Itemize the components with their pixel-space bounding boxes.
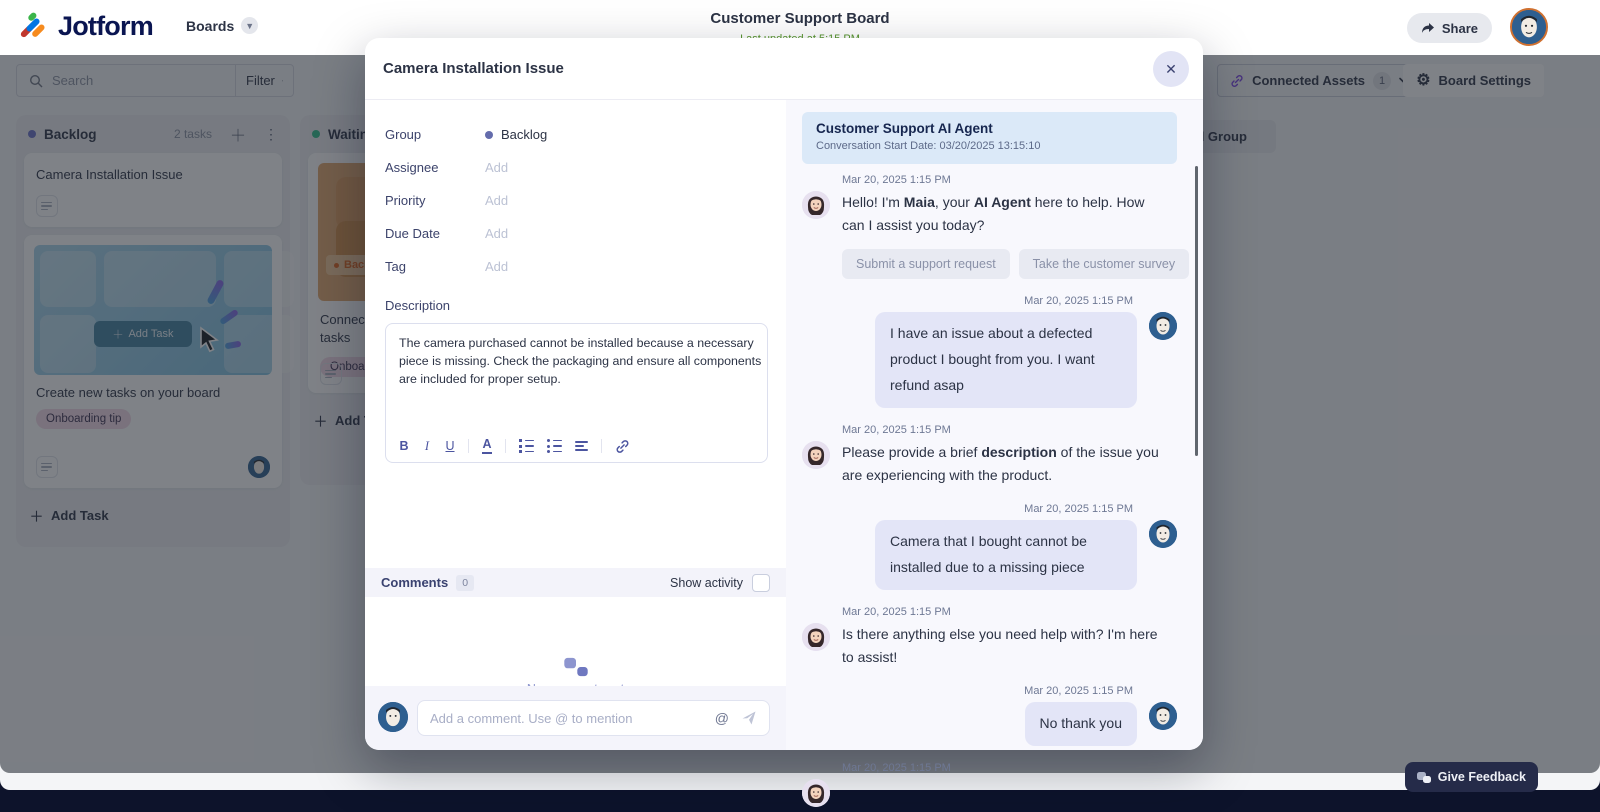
message-text: Camera that I bought cannot be installed due to a missing piece xyxy=(875,520,1137,590)
comment-input[interactable] xyxy=(417,700,770,736)
field-label: Tag xyxy=(385,259,406,274)
message-timestamp: Mar 20, 2025 1:15 PM xyxy=(842,423,951,436)
message-timestamp: Mar 20, 2025 1:15 PM xyxy=(1024,295,1133,308)
field-label: Priority xyxy=(385,193,426,208)
chat-scrollbar[interactable] xyxy=(1195,166,1198,456)
field-row-due-date xyxy=(385,217,766,250)
message-text: Is there anything else you need help with? I'm here to assist! xyxy=(842,625,1158,665)
field-add-button[interactable]: Add xyxy=(485,259,509,274)
message-timestamp: Mar 20, 2025 1:15 PM xyxy=(842,174,951,186)
agent-avatar xyxy=(802,779,830,807)
user-avatar xyxy=(1149,312,1177,340)
ordered-list-icon[interactable] xyxy=(519,439,534,453)
chat-message-agent xyxy=(802,424,1177,487)
field-add-button[interactable]: Add xyxy=(485,226,509,241)
user-avatar xyxy=(1149,520,1177,548)
agent-avatar xyxy=(802,441,830,469)
comments-icon xyxy=(564,658,587,676)
chat-message-agent xyxy=(802,606,1177,669)
description-text: The camera purchased cannot be installed because a necessary piece is missing. Check the packaging and ensure all components are included for proper setup. xyxy=(399,336,762,386)
field-row-tag xyxy=(385,250,766,283)
user-avatar-image xyxy=(1512,10,1546,44)
formatting-toolbar xyxy=(399,438,630,454)
close-button[interactable]: ✕ xyxy=(1153,51,1189,87)
align-icon[interactable] xyxy=(575,441,588,451)
description-editor[interactable] xyxy=(385,323,768,463)
comments-count-badge: 0 xyxy=(456,575,474,591)
chat-message-agent xyxy=(802,174,1177,279)
page-title: Customer Support Board xyxy=(710,10,890,27)
modal-titlebar xyxy=(365,38,1203,100)
share-label: Share xyxy=(1441,20,1478,36)
field-row-assignee xyxy=(385,151,766,184)
user-avatar xyxy=(1149,702,1177,730)
feedback-chat-icon xyxy=(1417,772,1431,783)
logo-wordmark: Jotform xyxy=(58,11,153,41)
chat-message-agent xyxy=(802,762,1177,807)
bold-icon[interactable]: B xyxy=(399,439,409,454)
text-color-icon[interactable]: A xyxy=(482,438,492,454)
quick-reply-chip[interactable]: Submit a support request xyxy=(842,249,1010,279)
message-text: I have an issue about a defected product I bought from you. I want refund asap xyxy=(875,312,1137,408)
description-field-label: Description xyxy=(385,298,451,313)
chat-start-date: Conversation Start Date: 03/20/2025 13:15:10 xyxy=(816,140,1041,152)
chat-message-user xyxy=(802,295,1177,408)
show-activity-checkbox[interactable] xyxy=(752,574,770,592)
modal-title: Camera Installation Issue xyxy=(383,60,564,77)
show-activity-label: Show activity xyxy=(670,575,743,590)
message-timestamp: Mar 20, 2025 1:15 PM xyxy=(1024,685,1133,698)
give-feedback-button[interactable] xyxy=(1405,762,1538,792)
field-label: Group xyxy=(385,127,422,142)
agent-avatar xyxy=(802,623,830,651)
message-timestamp: Mar 20, 2025 1:15 PM xyxy=(842,605,951,618)
group-status-dot xyxy=(485,131,493,139)
message-text: Please provide a brief description of the issue you are experiencing with the product. xyxy=(842,443,1159,483)
chat-agent-title: Customer Support AI Agent xyxy=(816,121,993,136)
comment-input-row xyxy=(365,686,786,750)
comments-bar xyxy=(365,568,786,597)
insert-link-icon[interactable] xyxy=(615,439,630,454)
give-feedback-label: Give Feedback xyxy=(1437,770,1526,784)
task-detail-pane xyxy=(365,100,786,750)
field-label: Due Date xyxy=(385,226,440,241)
share-arrow-icon xyxy=(1421,22,1435,34)
bullet-list-icon[interactable] xyxy=(547,439,562,453)
quick-reply-chip[interactable]: Take the customer survey xyxy=(1019,249,1189,279)
message-timestamp: Mar 20, 2025 1:15 PM xyxy=(842,761,951,774)
comment-placeholder: Add a comment. Use @ to mention xyxy=(430,710,633,726)
task-detail-modal xyxy=(365,38,1203,774)
send-icon[interactable] xyxy=(741,710,757,726)
chevron-down-icon: ▼ xyxy=(241,17,258,34)
field-row-group xyxy=(385,118,766,151)
field-add-button[interactable]: Add xyxy=(485,160,509,175)
field-add-button[interactable]: Add xyxy=(485,193,509,208)
share-button[interactable] xyxy=(1407,13,1492,43)
boards-nav-label: Boards xyxy=(186,17,235,34)
quick-reply-chips xyxy=(842,249,1177,279)
message-text: Hello! I'm Maia, your AI Agent here to help. How can I assist you today? xyxy=(842,194,1145,234)
message-timestamp: Mar 20, 2025 1:15 PM xyxy=(1024,503,1133,516)
chat-message-list xyxy=(802,174,1177,774)
group-value[interactable]: Backlog xyxy=(485,127,547,142)
underline-icon[interactable]: U xyxy=(445,439,455,454)
italic-icon[interactable]: I xyxy=(424,438,430,453)
agent-avatar xyxy=(802,191,830,219)
comments-tab[interactable]: Comments xyxy=(381,575,449,590)
user-avatar[interactable] xyxy=(1510,8,1548,46)
mention-icon[interactable]: @ xyxy=(714,710,729,726)
user-avatar xyxy=(378,702,408,732)
field-label: Assignee xyxy=(385,160,439,175)
message-text: No thank you xyxy=(1025,702,1138,746)
task-fields xyxy=(385,118,766,283)
ai-agent-chat-pane xyxy=(786,100,1203,774)
chat-header-banner xyxy=(802,112,1177,164)
chat-message-user xyxy=(802,503,1177,590)
field-row-priority xyxy=(385,184,766,217)
chat-message-user xyxy=(802,685,1177,746)
